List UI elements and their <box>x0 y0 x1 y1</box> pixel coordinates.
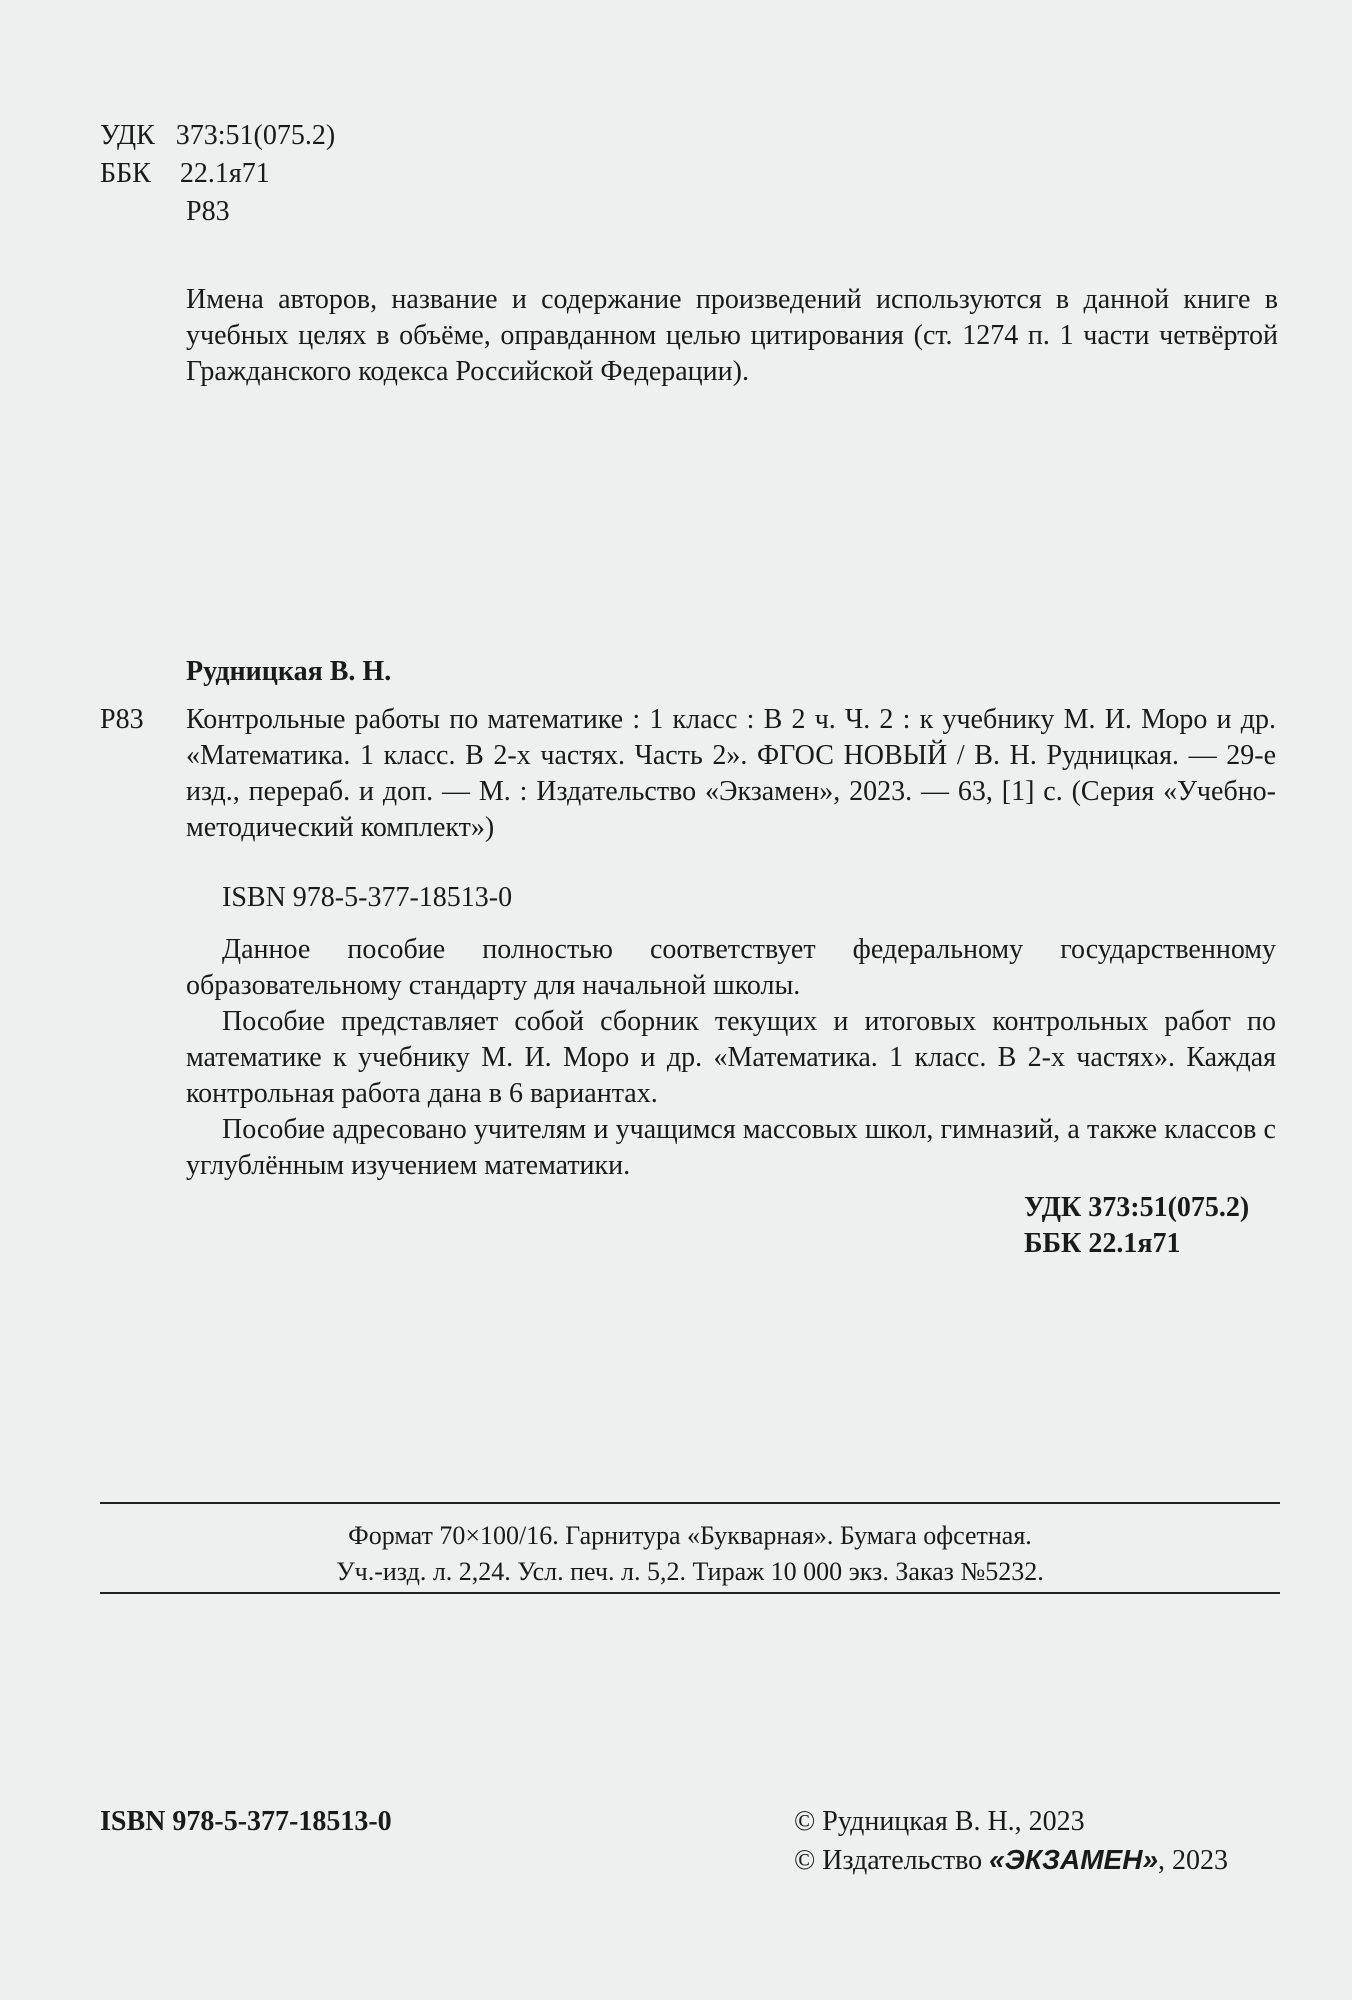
annotation-paragraph-2: Пособие представляет собой сборник текущих и итоговых контрольных работ по математике к учебнику М. И. Моро и др. «Математика. 1 класс. В 2-х частях». Каждая контрольная работа дана в 6 вариантах. <box>186 1006 1276 1109</box>
imprint-line-1: Формат 70×100/16. Гарнитура «Букварная». Бумага офсетная. <box>348 1521 1032 1550</box>
udk-value: 373:51(075.2) <box>175 120 336 151</box>
bbk-label: ББК <box>100 158 151 189</box>
annotation-paragraph-3: Пособие адресовано учителям и учащимся массовых школ, гимназий, а также классов с углублённым изучением математики. <box>186 1114 1276 1181</box>
imprint-top-rule <box>100 1502 1280 1504</box>
record-author: Рудницкая В. Н. <box>186 656 392 687</box>
record-isbn: ISBN 978-5-377-18513-0 <box>222 882 513 913</box>
author-mark-header: Р83 <box>186 196 230 227</box>
copyright-publisher <box>794 1842 1228 1879</box>
imprint-line-2: Уч.-изд. л. 2,24. Усл. печ. л. 5,2. Тираж 10 000 экз. Заказ №5232. <box>336 1557 1044 1586</box>
bbk-value: 22.1я71 <box>179 158 270 189</box>
record-mark: Р83 <box>100 704 144 735</box>
record-udk: УДК 373:51(075.2) <box>1024 1192 1250 1223</box>
copyright-publisher-suffix: , 2023 <box>1158 1845 1229 1876</box>
record-bbk: ББК 22.1я71 <box>1024 1228 1181 1259</box>
imprint-bottom-rule <box>100 1592 1280 1594</box>
bbk-header-line <box>100 156 270 192</box>
publisher-name: «ЭКЗАМЕН» <box>989 1844 1159 1875</box>
udk-label: УДК <box>100 120 155 151</box>
footer-isbn: ISBN 978-5-377-18513-0 <box>100 1806 392 1837</box>
usage-notice: Имена авторов, название и содержание произведений используются в данной книге в учебных целях в объёме, оправданном целью цитирования (ст. 1274 п. 1 части четвёртой Гражданского кодекса Российской Федерации). <box>186 284 1278 387</box>
record-description: Контрольные работы по математике : 1 класс : В 2 ч. Ч. 2 : к учебнику М. И. Моро и др. «Математика. 1 класс. В 2-х частях. Часть 2». ФГОС НОВЫЙ / В. Н. Рудницкая. — 29-е изд., перераб. и доп. — М. : Издательство «Экзамен», 2023. — 63, [1] с. (Серия «Учебно-методический комплект») <box>186 704 1276 843</box>
copyright-publisher-prefix: © Издательство <box>794 1845 990 1876</box>
copyright-author: © Рудницкая В. Н., 2023 <box>794 1806 1085 1837</box>
udk-header-line <box>100 118 335 154</box>
annotation-paragraph-1: Данное пособие полностью соответствует федеральному государственному образовательному стандарту для начальной школы. <box>186 934 1276 1001</box>
